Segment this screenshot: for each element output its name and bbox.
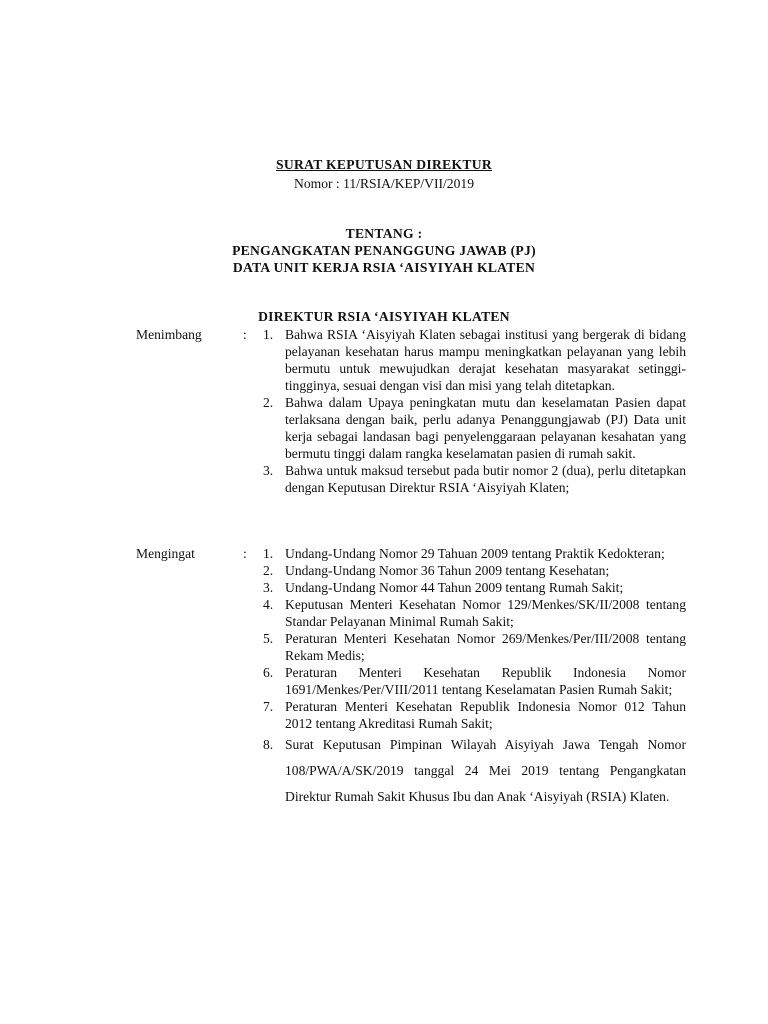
item-text: Surat Keputusan Pimpinan Wilayah Aisyiyah Jawa Tengah Nomor 108/PWA/A/SK/2019 tanggal 24 Mei 2019 tentang Pengangkatan Direktur Rumah Sakit Khusus Ibu dan Anak ‘Aisyiyah (RSIA) Klaten. <box>285 737 686 804</box>
mengingat-colon: : <box>243 546 247 561</box>
item-number: 8. <box>263 737 274 752</box>
item-number: 3. <box>263 463 274 478</box>
director-heading: DIREKTUR RSIA ‘AISYIYAH KLATEN <box>258 309 510 324</box>
item-text: Undang-Undang Nomor 29 Tahuan 2009 tentang Praktik Kedokteran; <box>285 546 665 561</box>
mengingat-list <box>260 545 686 810</box>
item-text: Peraturan Menteri Kesehatan Republik Indonesia Nomor 1691/Menkes/Per/VIII/2011 tentang Keselamatan Pasien Rumah Sakit; <box>285 665 686 697</box>
document-title: SURAT KEPUTUSAN DIREKTUR <box>276 157 492 172</box>
item-text: Keputusan Menteri Kesehatan Nomor 129/Menkes/SK/II/2008 tentang Standar Pelayanan Minimal Rumah Sakit; <box>285 597 686 629</box>
document-number: Nomor : 11/RSIA/KEP/VII/2019 <box>294 176 474 191</box>
list-item <box>260 664 686 698</box>
item-number: 3. <box>263 580 274 595</box>
list-item <box>260 462 686 496</box>
item-number: 2. <box>263 563 274 578</box>
menimbang-list <box>260 326 686 496</box>
item-text: Undang-Undang Nomor 44 Tahun 2009 tentang Rumah Sakit; <box>285 580 624 595</box>
list-item <box>260 562 686 579</box>
item-number: 1. <box>263 327 274 342</box>
list-item <box>260 698 686 732</box>
item-number: 7. <box>263 699 274 714</box>
item-text: Bahwa dalam Upaya peningkatan mutu dan keselamatan Pasien dapat terlaksana dengan baik, perlu adanya Penanggungjawab (PJ) Data unit kerja sebagai landasan bagi penyelenggaraan pelayanan kesahatan yang bermutu tinggi dalam rangka keselamatan pasien di rumah sakit. <box>285 395 686 461</box>
item-number: 5. <box>263 631 274 646</box>
item-text: Bahwa RSIA ‘Aisyiyah Klaten sebagai institusi yang bergerak di bidang pelayanan kesehatan harus mampu meningkatkan pelayanan yang lebih bermutu untuk mewujudkan derajat kesehatan masyarakat setinggi-tingginya, sesuai dengan visi dan misi yang telah ditetapkan. <box>285 327 686 393</box>
item-number: 4. <box>263 597 274 612</box>
about-heading: TENTANG : <box>345 226 423 241</box>
item-text: Peraturan Menteri Kesehatan Nomor 269/Menkes/Per/III/2008 tentang Rekam Medis; <box>285 631 686 663</box>
subject-line-1: PENGANGKATAN PENANGGUNG JAWAB (PJ) <box>232 243 536 258</box>
menimbang-label: Menimbang <box>136 327 202 342</box>
list-item <box>260 579 686 596</box>
list-item <box>260 545 686 562</box>
list-item <box>260 732 686 810</box>
list-item <box>260 394 686 462</box>
list-item <box>260 630 686 664</box>
item-text: Bahwa untuk maksud tersebut pada butir nomor 2 (dua), perlu ditetapkan dengan Keputusan Direktur RSIA ‘Aisyiyah Klaten; <box>285 463 686 495</box>
item-text: Undang-Undang Nomor 36 Tahun 2009 tentang Kesehatan; <box>285 563 610 578</box>
item-number: 1. <box>263 546 274 561</box>
item-text: Peraturan Menteri Kesehatan Republik Indonesia Nomor 012 Tahun 2012 tentang Akreditasi Rumah Sakit; <box>285 699 686 731</box>
item-number: 2. <box>263 395 274 410</box>
item-number: 6. <box>263 665 274 680</box>
list-item <box>260 596 686 630</box>
list-item <box>260 326 686 394</box>
mengingat-label: Mengingat <box>136 546 195 561</box>
menimbang-colon: : <box>243 327 247 342</box>
subject-line-2: DATA UNIT KERJA RSIA ‘AISYIYAH KLATEN <box>232 260 536 275</box>
